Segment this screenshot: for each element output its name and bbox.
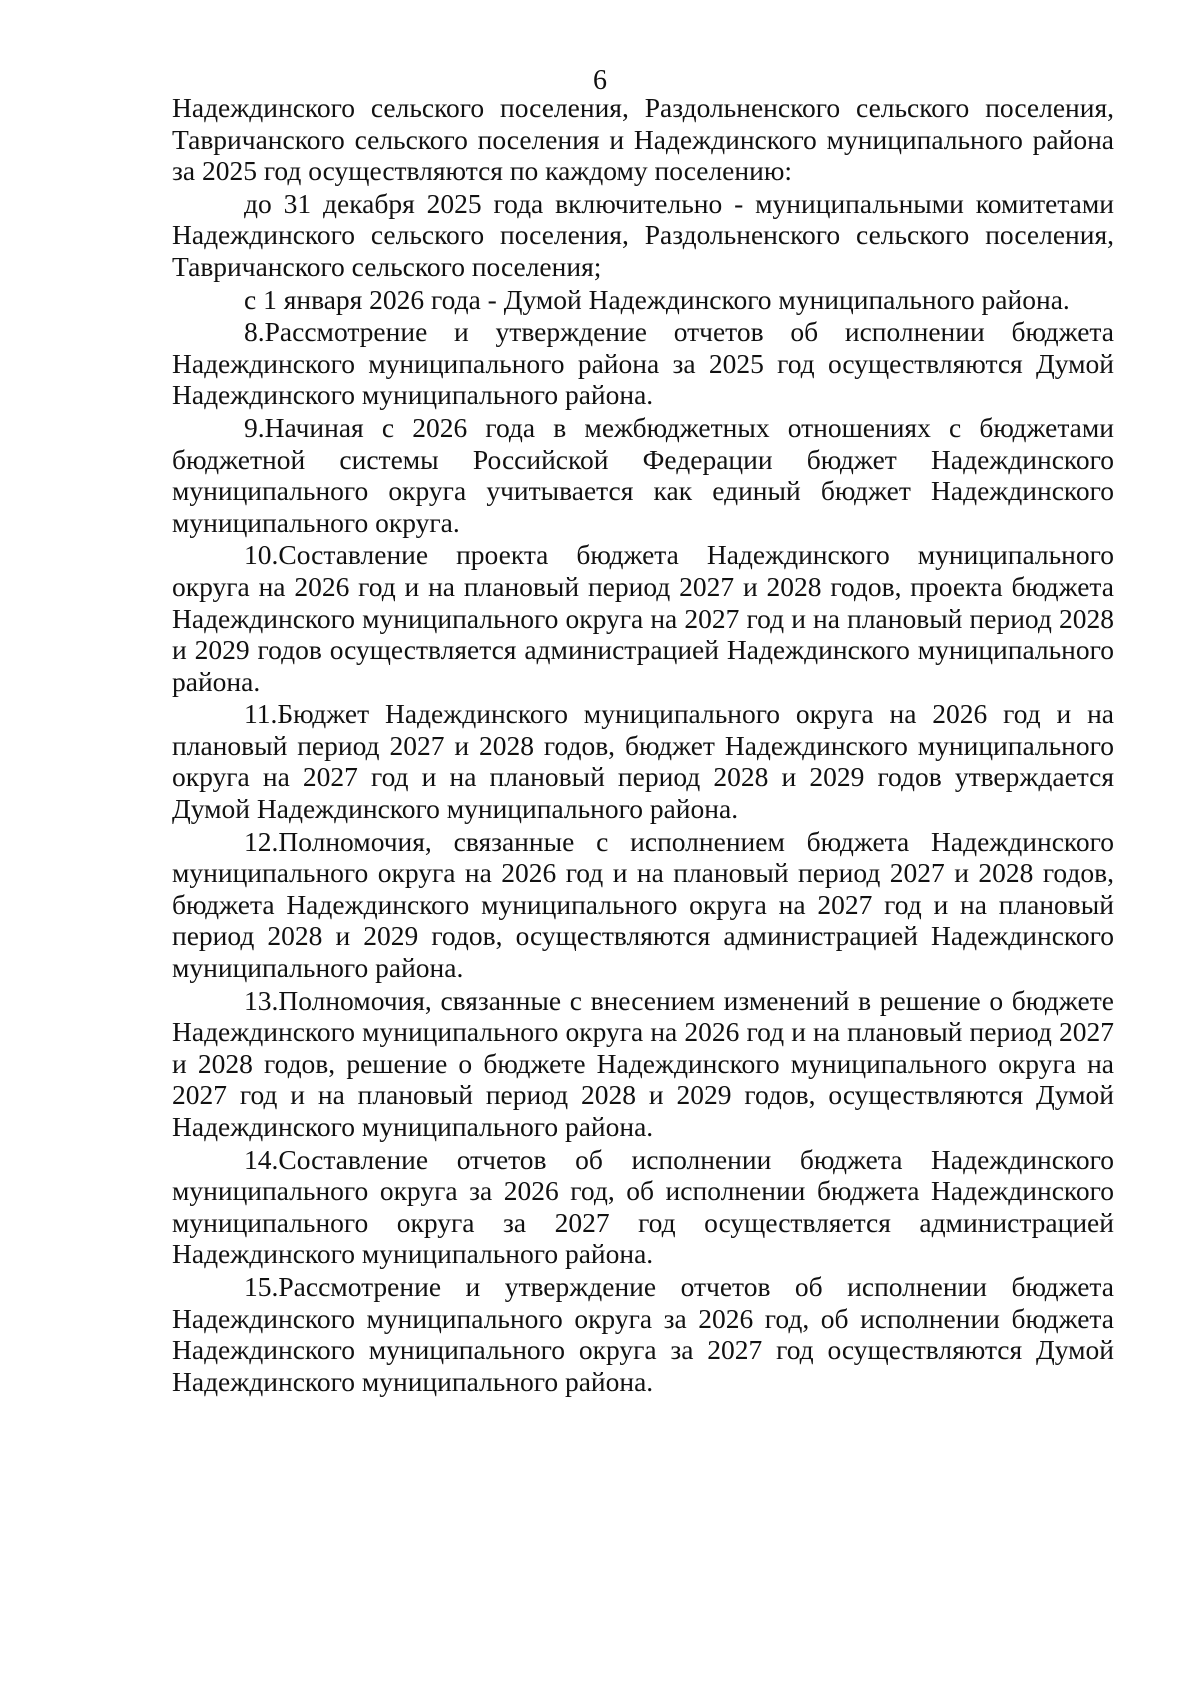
paragraph-item-13: 13.Полномочия, связанные с внесением изменений в решение о бюджете Надеждинского муниципального округа на 2026 год и на плановый период 2027 и 2028 годов, решение о бюджете Надеждинского муниципального округа на 2027 год и на плановый период 2028 и 2029 годов, осуществляются Думой Надеждинского муниципального района. [172,984,1114,1142]
document-body [172,92,1114,1397]
page-number: 6 [593,65,607,96]
paragraph-until-dec-2025: до 31 декабря 2025 года включительно - муниципальными комитетами Надеждинского сельского поселения, Раздольненского сельского поселения, Тавричанского сельского поселения; [172,187,1114,282]
paragraph-item-11: 11.Бюджет Надеждинского муниципального округа на 2026 год и на плановый период 2027 и 2028 годов, бюджет Надеждинского муниципального округа на 2027 год и на плановый период 2028 и 2029 годов утверждается Думой Надеждинского муниципального района. [172,698,1114,825]
paragraph-continuation: Надеждинского сельского поселения, Раздольненского сельского поселения, Тавричанского сельского поселения и Надеждинского муниципального района за 2025 год осуществляются по каждому поселению: [172,92,1114,187]
paragraph-item-9: 9.Начиная с 2026 года в межбюджетных отношениях с бюджетами бюджетной системы Российской Федерации бюджет Надеждинского муниципального округа учитывается как единый бюджет Надеждинского муниципального округа. [172,411,1114,538]
paragraph-item-12: 12.Полномочия, связанные с исполнением бюджета Надеждинского муниципального округа на 2026 год и на плановый период 2027 и 2028 годов, бюджета Надеждинского муниципального округа на 2027 год и на плановый период 2028 и 2029 годов, осуществляются администрацией Надеждинского муниципального района. [172,825,1114,984]
paragraph-item-8: 8.Рассмотрение и утверждение отчетов об исполнении бюджета Надеждинского муниципального района за 2025 год осуществляются Думой Надеждинского муниципального района. [172,316,1114,411]
paragraph-from-jan-2026: с 1 января 2026 года - Думой Надеждинского муниципального района. [244,283,1070,315]
paragraph-item-10: 10.Составление проекта бюджета Надеждинского муниципального округа на 2026 год и на плановый период 2027 и 2028 годов, проекта бюджета Надеждинского муниципального округа на 2027 год и на плановый период 2028 и 2029 годов осуществляется администрацией Надеждинского муниципального района. [172,539,1114,697]
paragraph-item-15: 15.Рассмотрение и утверждение отчетов об исполнении бюджета Надеждинского муниципального округа за 2026 год, об исполнении бюджета Надеждинского муниципального округа за 2027 год осуществляются Думой Надеждинского муниципального района. [172,1270,1114,1397]
paragraph-item-14: 14.Составление отчетов об исполнении бюджета Надеждинского муниципального округа за 2026 год, об исполнении бюджета Надеждинского муниципального округа за 2027 год осуществляется администрацией Надеждинского муниципального района. [172,1143,1114,1270]
